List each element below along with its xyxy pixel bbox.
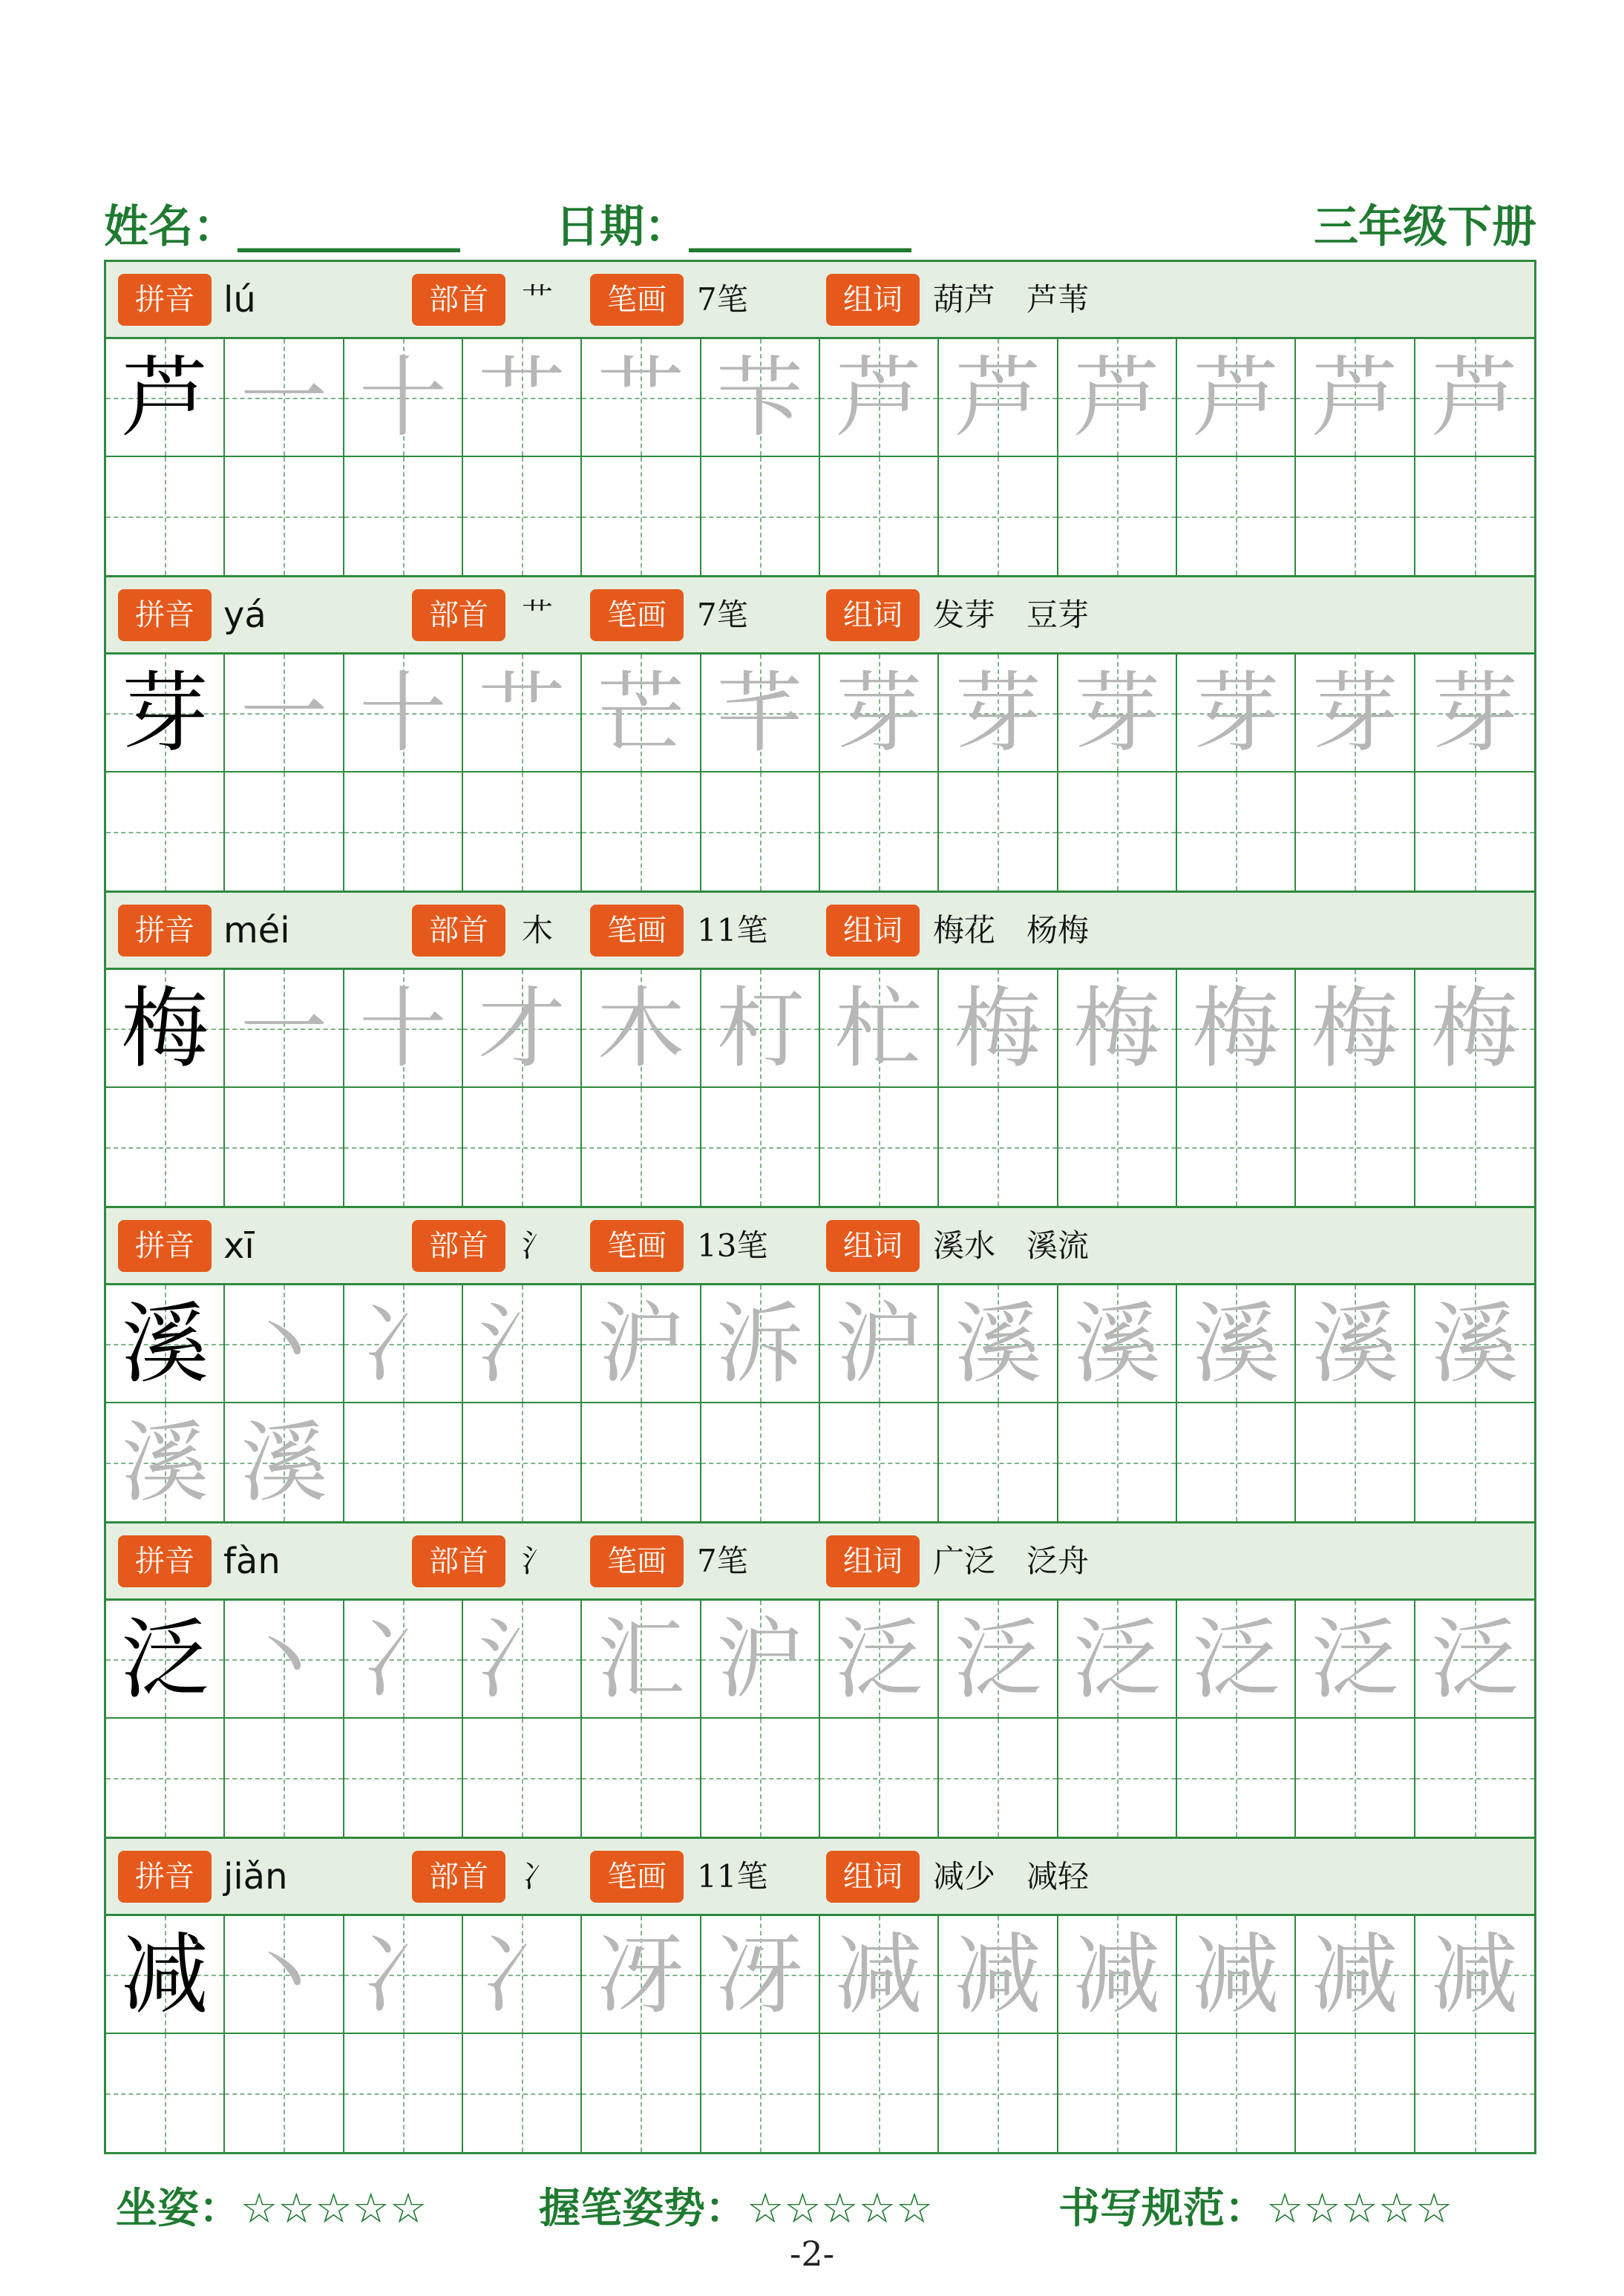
grid-cell[interactable] [582,1088,701,1206]
grid-cell[interactable] [1058,1719,1177,1837]
trace-stroke: 泝 [716,1292,804,1395]
words-badge: 组词 [826,589,920,641]
grid-cell[interactable] [701,1088,820,1206]
grid-cell[interactable] [463,655,582,773]
grid-cell[interactable] [701,1285,820,1403]
trace-stroke: 泛 [835,1607,923,1710]
trace-stroke: 艹 [597,346,685,449]
trace-stroke: 泛 [1073,1607,1161,1710]
trace-stroke: 梅 [1311,977,1399,1080]
grid-cell[interactable] [344,457,463,575]
pinyin-value: yá [223,594,266,636]
radical-value: 木 [522,912,554,948]
grid-cell[interactable] [344,1719,463,1837]
grid-cell[interactable] [106,1403,225,1521]
trace-stroke: 溪 [240,1411,328,1514]
grid-cell[interactable] [1058,2034,1177,2152]
grid-cell[interactable] [701,1403,820,1521]
grid-cell[interactable] [1058,1916,1177,2034]
strokes-value: 7笔 [697,597,748,633]
grid-cell[interactable] [701,339,820,457]
grid-cell[interactable] [1058,970,1177,1088]
trace-stroke: 杧 [835,977,923,1080]
grid-cell[interactable] [1296,457,1415,575]
strokes-value: 11笔 [697,912,768,948]
info-row [106,893,1534,970]
trace-stroke: 冴 [597,1923,685,2026]
info-row [106,1523,1534,1601]
trace-stroke: 芐 [716,346,804,449]
grid-cell[interactable] [582,1285,701,1403]
pinyin-value: xī [223,1225,255,1267]
model-character: 梅 [121,977,209,1080]
words-value: 发芽 豆芽 [933,597,1090,633]
grid-cell[interactable] [225,2034,344,2152]
words-badge: 组词 [826,274,920,326]
radical-badge: 部首 [412,1220,505,1272]
grid-cell[interactable] [1296,1088,1415,1206]
trace-stroke: 冫 [358,1923,447,2026]
grid-cell[interactable] [1177,1719,1296,1837]
grid-cell[interactable] [106,1719,225,1837]
grid-cell[interactable] [1415,1285,1534,1403]
trace-stroke: 溪 [1073,1292,1161,1395]
character-block [106,1523,1534,1839]
info-row [106,262,1534,339]
grid-cell[interactable] [463,1719,582,1837]
radical-value: 氵 [522,1543,554,1579]
trace-stroke: 艹 [478,661,566,764]
words-value: 梅花 杨梅 [933,912,1090,948]
grid-cell[interactable] [463,1403,582,1521]
grid-cell[interactable] [463,1088,582,1206]
grid-cell[interactable] [106,1088,225,1206]
trace-stroke: 艹 [478,346,566,449]
grid-cell[interactable] [106,2034,225,2152]
grid-cell[interactable] [463,970,582,1088]
trace-stroke: 减 [1430,1923,1519,2026]
trace-stroke: 丶 [240,1292,328,1395]
trace-stroke: 一 [240,346,328,449]
trace-stroke: 朾 [716,977,804,1080]
pinyin-value: fàn [223,1541,281,1582]
grid-cell[interactable] [701,1916,820,2034]
grid-cell[interactable] [939,1285,1058,1403]
grid-cell[interactable] [1415,1088,1534,1206]
character-block [106,893,1534,1208]
grid-cell[interactable] [1296,1719,1415,1837]
grid-cell[interactable] [820,1403,939,1521]
grid-cell[interactable] [820,339,939,457]
grid-cell[interactable] [344,970,463,1088]
grid-cell[interactable] [701,655,820,773]
grid-cell[interactable] [820,1285,939,1403]
trace-stroke: 沪 [597,1292,685,1395]
grid-cell[interactable] [1177,1403,1296,1521]
grid-cell[interactable] [582,1719,701,1837]
pinyin-badge: 拼音 [118,1851,212,1903]
grid-cell[interactable] [1177,1916,1296,2034]
grid-cell[interactable] [344,339,463,457]
grid-cell[interactable] [1296,1916,1415,2034]
grid-cell[interactable] [820,655,939,773]
grid-cell[interactable] [582,2034,701,2152]
grid-cell[interactable] [820,1088,939,1206]
grid-cell[interactable] [225,339,344,457]
radical-badge: 部首 [412,1535,505,1587]
words-badge: 组词 [826,905,920,957]
grid-cell[interactable] [225,655,344,773]
trace-stroke: 十 [358,977,447,1080]
grid-cell[interactable] [225,773,344,890]
trace-stroke: 泛 [1192,1607,1280,1710]
strokes-badge: 笔画 [590,905,684,957]
grid-cell[interactable] [1296,655,1415,773]
grid-cell[interactable] [225,457,344,575]
grid-cell[interactable] [1177,457,1296,575]
grid-cell[interactable] [1415,1719,1534,1837]
trace-stroke: 十 [358,661,447,764]
grid-cell[interactable] [344,1601,463,1719]
grid-cell[interactable] [582,1916,701,2034]
trace-stroke: 芽 [954,661,1042,764]
strokes-badge: 笔画 [590,589,684,641]
grid-cell[interactable] [1415,339,1534,457]
grid-cell[interactable] [820,2034,939,2152]
grade-label: 三年级下册 [1314,201,1536,253]
grid-cell[interactable] [1415,773,1534,890]
grid-cell[interactable] [1296,339,1415,457]
trace-stroke: 泛 [1311,1607,1399,1710]
grid-cell[interactable] [344,2034,463,2152]
grid-cell[interactable] [225,970,344,1088]
grid-cell[interactable] [1177,2034,1296,2152]
grid-cell[interactable] [939,2034,1058,2152]
trace-stroke: 溪 [954,1292,1042,1395]
grid-cell[interactable] [225,1403,344,1521]
info-row [106,1208,1534,1285]
grid-cell[interactable] [820,457,939,575]
trace-stroke: 汇 [597,1607,685,1710]
grid-cell[interactable] [701,1601,820,1719]
trace-stroke: 才 [478,977,566,1080]
grid-cell[interactable] [1415,1916,1534,2034]
grid-cell[interactable] [1177,970,1296,1088]
grid-cell[interactable] [939,1088,1058,1206]
model-character: 减 [121,1923,209,2026]
grid-cell[interactable] [225,1285,344,1403]
trace-stroke: 溪 [121,1411,209,1514]
grid-cell[interactable] [1058,773,1177,890]
trace-stroke: 芽 [1311,661,1399,764]
trace-stroke: 芦 [954,346,1042,449]
grid-cell[interactable] [1058,1403,1177,1521]
trace-stroke: 梅 [1192,977,1280,1080]
writing-grid [106,1916,1534,2152]
grid-cell[interactable] [106,339,225,457]
grid-cell[interactable] [1296,970,1415,1088]
practice-sheet [104,260,1536,2154]
trace-stroke: 沪 [835,1292,923,1395]
trace-stroke: 芒 [597,661,685,764]
trace-stroke: 芦 [1311,346,1399,449]
grid-cell[interactable] [344,1403,463,1521]
date-field: 日期：__________ [555,201,911,253]
model-character: 芦 [121,346,209,449]
grid-cell[interactable] [582,1403,701,1521]
writing-grid [106,1601,1534,1837]
grid-cell[interactable] [701,2034,820,2152]
trace-stroke: 芦 [1430,346,1519,449]
grid-cell[interactable] [582,655,701,773]
page-number: -2- [789,2234,835,2274]
grid-cell[interactable] [225,1601,344,1719]
grid-cell[interactable] [225,1916,344,2034]
trace-stroke: 泛 [954,1607,1042,1710]
trace-stroke: 溪 [1430,1292,1519,1395]
trace-stroke: 溪 [1311,1292,1399,1395]
writing-rating: 书写规范：☆☆☆☆☆ [1058,2185,1453,2233]
pinyin-badge: 拼音 [118,274,212,326]
grid-cell[interactable] [939,1403,1058,1521]
grid-cell[interactable] [1415,970,1534,1088]
grid-cell[interactable] [582,970,701,1088]
character-block [106,1208,1534,1523]
trace-stroke: 溪 [1192,1292,1280,1395]
grid-cell[interactable] [701,457,820,575]
model-character: 溪 [121,1292,209,1395]
trace-stroke: 氵 [478,1607,566,1710]
pinyin-badge: 拼音 [118,905,212,957]
words-value: 葫芦 芦苇 [933,281,1090,318]
radical-value: 冫 [522,1858,554,1895]
words-value: 溪水 溪流 [933,1227,1090,1264]
grid-cell[interactable] [1177,339,1296,457]
trace-stroke: 芊 [716,661,804,764]
grid-cell[interactable] [344,1916,463,2034]
page-header [104,191,1536,251]
grid-cell[interactable] [1415,1403,1534,1521]
grid-cell[interactable] [1415,1601,1534,1719]
grid-cell[interactable] [106,970,225,1088]
writing-grid [106,339,1534,575]
strokes-badge: 笔画 [590,1535,684,1587]
grid-cell[interactable] [1415,655,1534,773]
trace-stroke: 丶 [240,1923,328,2026]
trace-stroke: 泛 [1430,1607,1519,1710]
grid-cell[interactable] [106,655,225,773]
trace-stroke: 减 [835,1923,923,2026]
name-field: 姓名：__________ [104,201,460,253]
grid-cell[interactable] [1296,1403,1415,1521]
sitting-rating: 坐姿：☆☆☆☆☆ [116,2185,428,2233]
grid-cell[interactable] [106,1916,225,2034]
words-value: 减少 减轻 [933,1858,1090,1895]
radical-badge: 部首 [412,274,505,326]
trace-stroke: 冴 [716,1923,804,2026]
trace-stroke: 十 [358,346,447,449]
grid-cell[interactable] [225,1719,344,1837]
grid-cell[interactable] [701,773,820,890]
grid-cell[interactable] [939,1719,1058,1837]
writing-grid [106,970,1534,1206]
radical-badge: 部首 [412,589,505,641]
grid-cell[interactable] [463,2034,582,2152]
words-badge: 组词 [826,1220,920,1272]
grid-cell[interactable] [1177,1601,1296,1719]
grid-cell[interactable] [344,1285,463,1403]
model-character: 泛 [121,1607,209,1710]
trace-stroke: 冫 [358,1607,447,1710]
trace-stroke: 木 [597,977,685,1080]
grid-cell[interactable] [939,655,1058,773]
grid-cell[interactable] [582,1601,701,1719]
trace-stroke: 氵 [478,1292,566,1395]
grid-cell[interactable] [463,457,582,575]
radical-badge: 部首 [412,1851,505,1903]
pinyin-badge: 拼音 [118,1220,212,1272]
grid-cell[interactable] [1058,1088,1177,1206]
trace-stroke: 芦 [1192,346,1280,449]
grid-cell[interactable] [344,1088,463,1206]
grid-cell[interactable] [1296,2034,1415,2152]
strokes-value: 7笔 [697,281,748,318]
grid-cell[interactable] [939,970,1058,1088]
grid-cell[interactable] [701,970,820,1088]
grid-cell[interactable] [463,339,582,457]
rating-footer [116,2176,1526,2235]
trace-stroke: 冫 [478,1923,566,2026]
grid-cell[interactable] [1177,1285,1296,1403]
trace-stroke: 芦 [1073,346,1161,449]
trace-stroke: 冫 [358,1292,447,1395]
radical-badge: 部首 [412,905,505,957]
grid-cell[interactable] [1415,2034,1534,2152]
grid-cell[interactable] [1177,655,1296,773]
strokes-badge: 笔画 [590,274,684,326]
grid-cell[interactable] [106,1285,225,1403]
trace-stroke: 芽 [1073,661,1161,764]
strokes-badge: 笔画 [590,1220,684,1272]
radical-value: 氵 [522,1227,554,1264]
grid-cell[interactable] [463,1285,582,1403]
character-block [106,1839,1534,2154]
grid-cell[interactable] [701,1719,820,1837]
grid-cell[interactable] [1296,1285,1415,1403]
words-badge: 组词 [826,1535,920,1587]
info-row [106,577,1534,655]
grid-cell[interactable] [225,1088,344,1206]
grid-cell[interactable] [106,773,225,890]
strokes-value: 13笔 [697,1227,768,1264]
writing-grid [106,655,1534,890]
grid-cell[interactable] [1058,457,1177,575]
trace-stroke: 减 [1311,1923,1399,2026]
grid-cell[interactable] [463,773,582,890]
grid-cell[interactable] [939,1601,1058,1719]
trace-stroke: 梅 [954,977,1042,1080]
grid-cell[interactable] [939,773,1058,890]
grid-cell[interactable] [1058,1285,1177,1403]
trace-stroke: 一 [240,661,328,764]
strokes-value: 11笔 [697,1858,768,1895]
trace-stroke: 芽 [1192,661,1280,764]
grid-cell[interactable] [820,773,939,890]
grid-cell[interactable] [1058,339,1177,457]
grid-cell[interactable] [939,457,1058,575]
radical-value: 艹 [522,597,554,633]
grid-cell[interactable] [1415,457,1534,575]
trace-stroke: 芽 [1430,661,1519,764]
grid-cell[interactable] [582,457,701,575]
grid-cell[interactable] [1177,773,1296,890]
grid-cell[interactable] [820,1719,939,1837]
trace-stroke: 减 [1073,1923,1161,2026]
grip-rating: 握笔姿势：☆☆☆☆☆ [539,2185,934,2233]
pinyin-badge: 拼音 [118,1535,212,1587]
radical-value: 艹 [522,281,554,318]
trace-stroke: 减 [1192,1923,1280,2026]
grid-cell[interactable] [106,1601,225,1719]
trace-stroke: 梅 [1430,977,1519,1080]
strokes-value: 7笔 [697,1543,748,1579]
grid-cell[interactable] [939,1916,1058,2034]
words-value: 广泛 泛舟 [933,1543,1090,1579]
trace-stroke: 一 [240,977,328,1080]
grid-cell[interactable] [344,655,463,773]
trace-stroke: 芦 [835,346,923,449]
grid-cell[interactable] [463,1916,582,2034]
pinyin-badge: 拼音 [118,589,212,641]
grid-cell[interactable] [582,773,701,890]
grid-cell[interactable] [820,1916,939,2034]
grid-cell[interactable] [1296,1601,1415,1719]
grid-cell[interactable] [1296,773,1415,890]
trace-stroke: 丶 [240,1607,328,1710]
grid-cell[interactable] [582,339,701,457]
pinyin-value: méi [223,910,290,951]
strokes-badge: 笔画 [590,1851,684,1903]
pinyin-value: lú [223,279,256,321]
info-row [106,1839,1534,1916]
words-badge: 组词 [826,1851,920,1903]
character-block [106,262,1534,577]
grid-cell[interactable] [939,339,1058,457]
grid-cell[interactable] [820,970,939,1088]
grid-cell[interactable] [1058,1601,1177,1719]
trace-stroke: 芽 [835,661,923,764]
grid-cell[interactable] [106,457,225,575]
model-character: 芽 [121,661,209,764]
grid-cell[interactable] [1177,1088,1296,1206]
pinyin-value: jiǎn [223,1856,288,1898]
grid-cell[interactable] [463,1601,582,1719]
grid-cell[interactable] [344,773,463,890]
grid-cell[interactable] [1058,655,1177,773]
writing-grid [106,1285,1534,1521]
trace-stroke: 沪 [716,1607,804,1710]
trace-stroke: 梅 [1073,977,1161,1080]
trace-stroke: 减 [954,1923,1042,2026]
character-block [106,577,1534,893]
grid-cell[interactable] [820,1601,939,1719]
